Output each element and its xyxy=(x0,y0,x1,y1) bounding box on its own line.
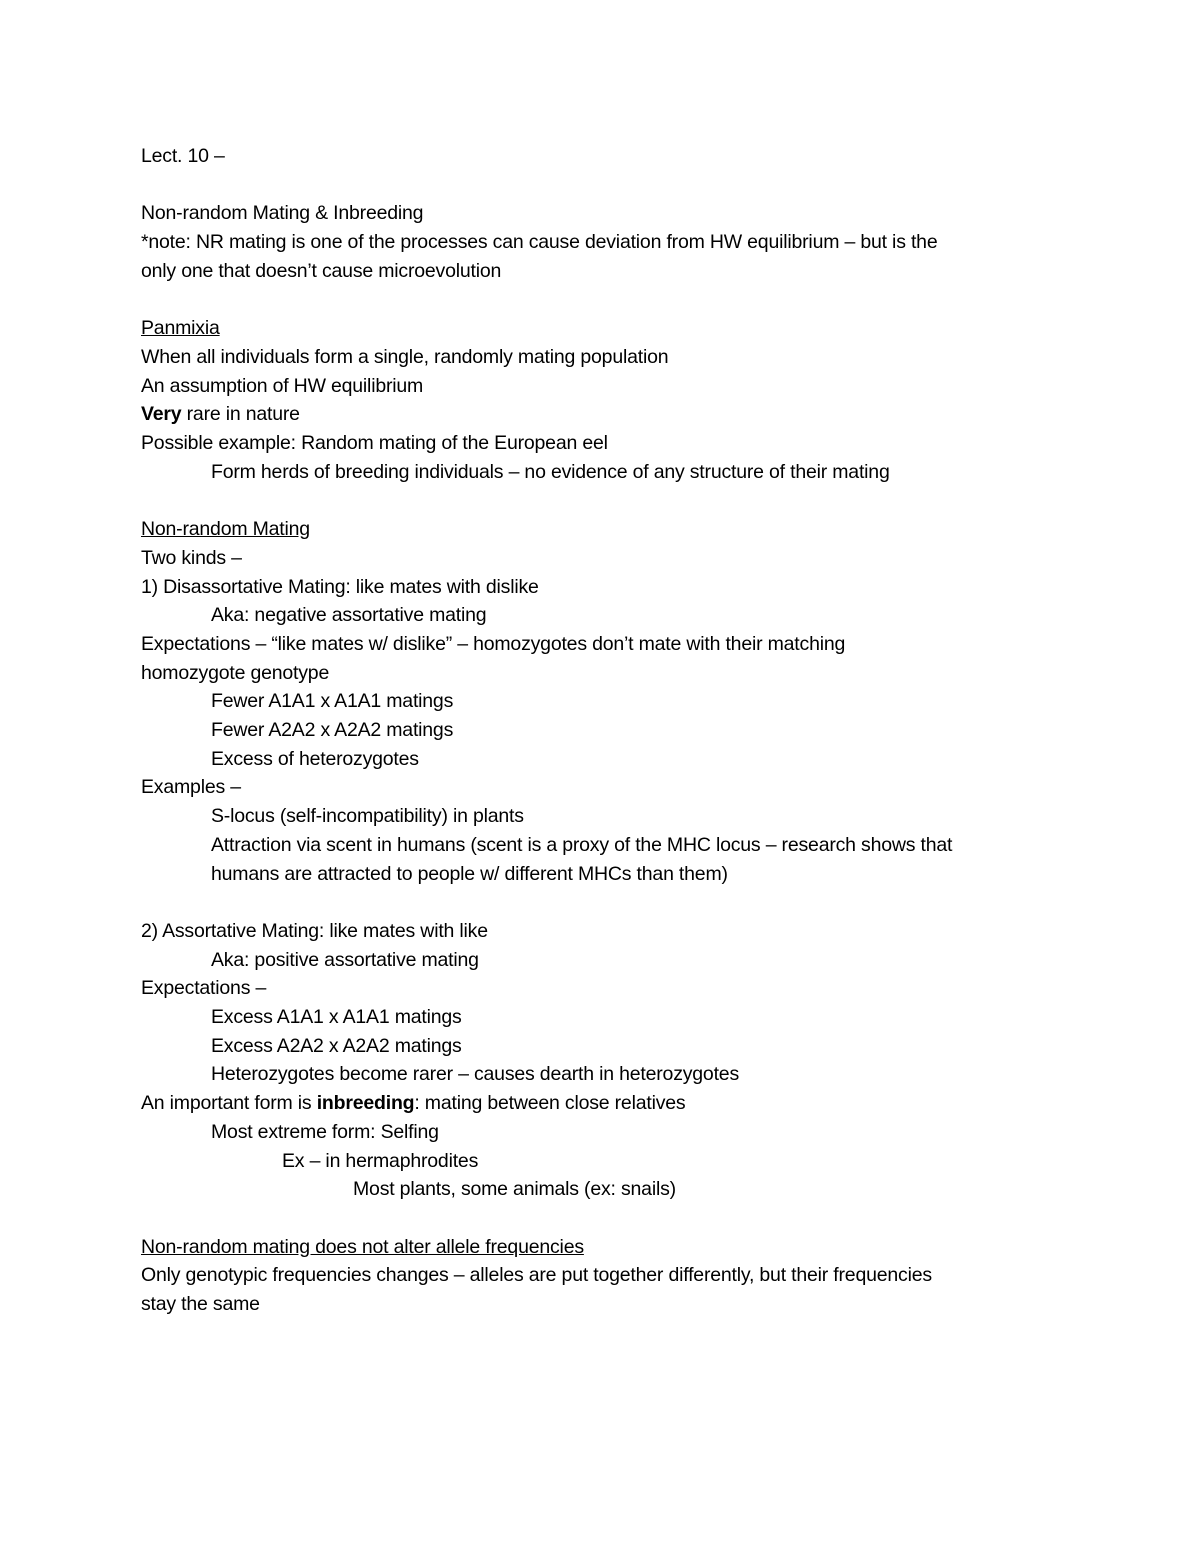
conclusion-line-1: Only genotypic frequencies changes – alleles are put together differently, but their frequencies xyxy=(141,1264,932,1287)
note-line-2: only one that doesn’t cause microevolution xyxy=(141,259,502,282)
panmixia-definition: When all individuals form a single, randomly mating population xyxy=(141,345,669,368)
inbreeding-definition: : mating between close relatives xyxy=(414,1092,686,1115)
example-scent-line-1: Attraction via scent in humans (scent is a proxy of the MHC locus – research shows that xyxy=(211,833,953,856)
nonrandom-heading: Non-random Mating xyxy=(141,518,310,541)
spacer xyxy=(141,1204,1051,1233)
disassortative-expectation-item: Fewer A1A1 x A1A1 matings xyxy=(211,690,454,713)
document-title: Non-random Mating & Inbreeding xyxy=(141,202,424,225)
emphasis-very: Very xyxy=(141,403,182,426)
assortative-expectation-item: Excess A2A2 x A2A2 matings xyxy=(211,1034,462,1057)
example-scent-line-2: humans are attracted to people w/ different MHCs than them) xyxy=(211,862,728,885)
two-kinds-label: Two kinds – xyxy=(141,546,242,569)
panmixia-example-detail: Form herds of breeding individuals – no evidence of any structure of their mating xyxy=(211,460,890,483)
inbreeding-prefix: An important form is xyxy=(141,1092,317,1115)
disassortative-expectation-item: Fewer A2A2 x A2A2 matings xyxy=(211,719,454,742)
example-s-locus: S-locus (self-incompatibility) in plants xyxy=(211,805,524,828)
disassortative-aka: Aka: negative assortative mating xyxy=(211,604,487,627)
assortative-expectation-item: Heterozygotes become rarer – causes dearth in heterozygotes xyxy=(211,1063,739,1086)
conclusion-heading: Non-random mating does not alter allele frequencies xyxy=(141,1235,584,1258)
assortative-aka: Aka: positive assortative mating xyxy=(211,948,479,971)
assortative-expectations-label: Expectations – xyxy=(141,977,267,1000)
hermaphrodites-line: Ex – in hermaphrodites xyxy=(282,1149,479,1172)
document-body xyxy=(141,142,1051,1319)
conclusion-line-2: stay the same xyxy=(141,1293,260,1316)
assortative-expectation-item: Excess A1A1 x A1A1 matings xyxy=(211,1006,462,1029)
spacer xyxy=(141,171,1051,200)
assortative-title: 2) Assortative Mating: like mates with like xyxy=(141,919,488,942)
examples-label: Examples – xyxy=(141,776,241,799)
panmixia-heading: Panmixia xyxy=(141,317,220,340)
disassortative-title: 1) Disassortative Mating: like mates with dislike xyxy=(141,575,539,598)
spacer xyxy=(141,888,1051,917)
lecture-number: Lect. 10 – xyxy=(141,145,225,167)
rarity-text: rare in nature xyxy=(181,403,300,426)
panmixia-example: Possible example: Random mating of the European eel xyxy=(141,432,608,454)
spacer xyxy=(141,486,1051,515)
spacer xyxy=(141,286,1051,315)
disassortative-expectations-line-1: Expectations – “like mates w/ dislike” – homozygotes don’t mate with their matching xyxy=(141,632,846,655)
disassortative-expectations-line-2: homozygote genotype xyxy=(141,661,330,684)
plants-snails-line: Most plants, some animals (ex: snails) xyxy=(353,1178,676,1201)
note-line-1: *note: NR mating is one of the processes can cause deviation from HW equilibrium – but is the xyxy=(141,231,938,254)
selfing-line: Most extreme form: Selfing xyxy=(211,1120,439,1143)
panmixia-rarity xyxy=(141,400,1051,429)
inbreeding-term: inbreeding xyxy=(316,1092,415,1115)
inbreeding-line xyxy=(141,1089,1051,1118)
disassortative-expectation-item: Excess of heterozygotes xyxy=(211,747,419,770)
panmixia-assumption: An assumption of HW equilibrium xyxy=(141,374,424,397)
